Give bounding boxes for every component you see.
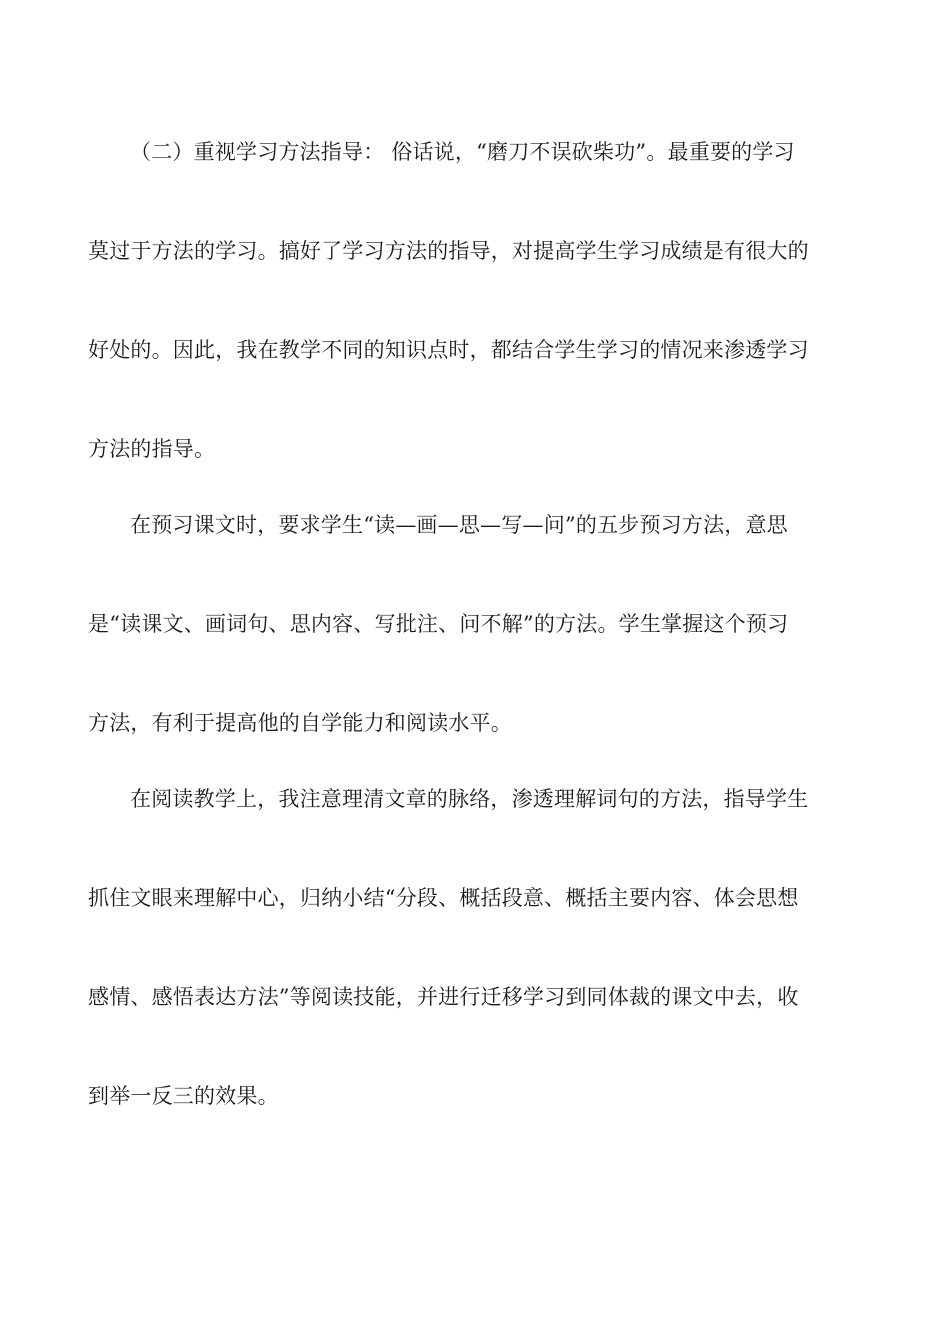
paragraph-1-line-4: 方法的指导。 [88, 437, 216, 461]
paragraph-3-line-2: 抓住文眼来理解中心，归纳小结“分段、概括段意、概括主要内容、体会思想 [88, 886, 799, 910]
paragraph-3-line-1: 在阅读教学上，我注意理清文章的脉络，渗透理解词句的方法，指导学生 [130, 787, 809, 811]
paragraph-1-line-3: 好处的。因此，我在教学不同的知识点时，都结合学生学习的情况来渗透学习 [88, 338, 809, 362]
paragraph-2-line-3: 方法，有利于提高他的自学能力和阅读水平。 [88, 711, 512, 735]
paragraph-1-line-1: （二）重视学习方法指导： 俗话说，“磨刀不误砍柴功”。最重要的学习 [130, 140, 795, 164]
paragraph-3-line-4: 到举一反三的效果。 [88, 1084, 279, 1108]
paragraph-2-line-1: 在预习课文时，要求学生“读—画—思—写—问”的五步预习方法，意思 [130, 513, 788, 537]
paragraph-1-line-2: 莫过于方法的学习。搞好了学习方法的指导，对提高学生学习成绩是有很大的 [88, 239, 809, 263]
paragraph-3-line-3: 感情、感悟表达方法”等阅读技能，并进行迁移学习到同体裁的课文中去，收 [88, 985, 799, 1009]
paragraph-2-line-2: 是“读课文、画词句、思内容、写批注、问不解”的方法。学生掌握这个预习 [88, 612, 789, 636]
